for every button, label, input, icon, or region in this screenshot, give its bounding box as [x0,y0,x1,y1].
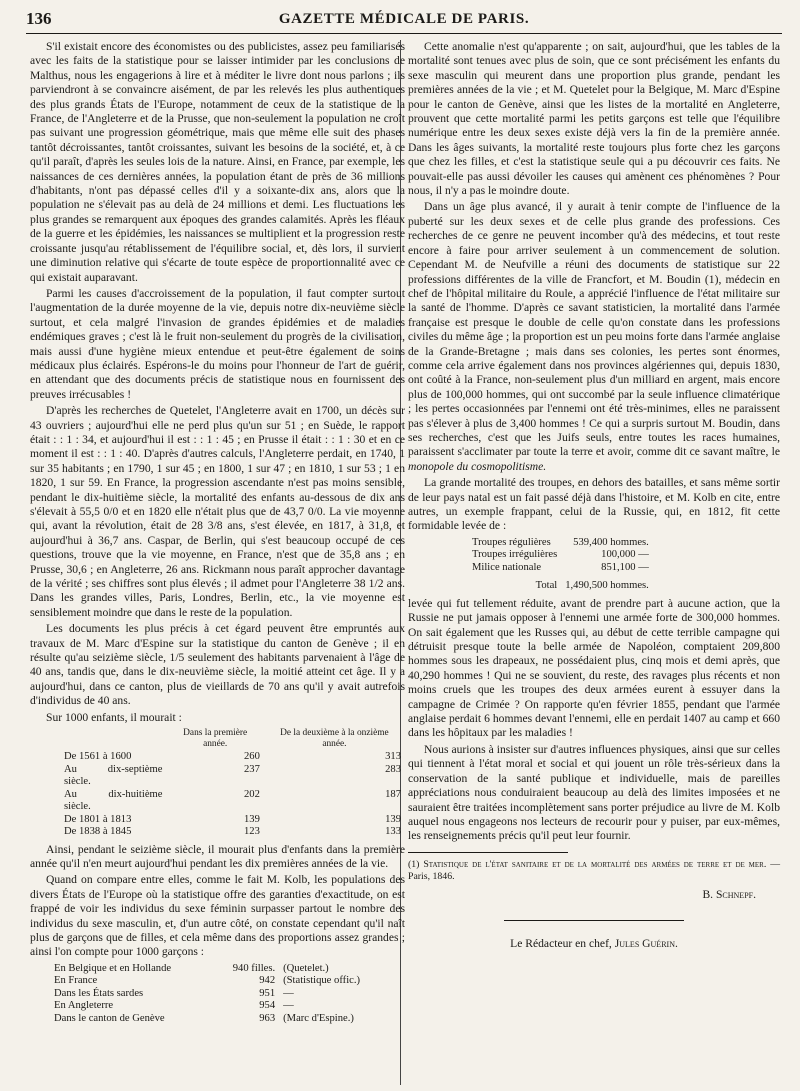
mortality-first-year: 139 [243,813,260,825]
editor-label: Le Rédacteur en chef, [510,937,612,951]
paragraph-professions-text: Dans un âge plus avancé, il y aurait à tenir compte de l'influence de la puberté sur les deux sexes et de celle plus grande des professions. Ces recherches de ce genre ne peuvent incomber qu'à des médecins, et tout reste encore à faire pour arriver seulement à un commencement de solution. Cependant M. de Neufville a réuni des documents de statistique sur 22 professions différentes de la ville de Francfort, et M. Boudin (1), médecin en chef de l'hôpital militaire du Roule, a apprécié l'influence de l'état militaire sur la santé de l'homme. D'après ce savant statisticien, la mortalité dans l'armée française est presque le double de celle qu'on constate dans les professions civiles du même âge ; la proportion est un peu moins forte dans l'armée anglaise de la Grande-Bretagne ; mais dans ses colonies, les pertes sont énormes, comme cela arrive également dans nos provinces algériennes qui, depuis 1830, ont coûté à la France, non-seulement plus d'un milliard en argent, mais encore plus de 100,000 hommes, qui ont succombé par la seule influence climatérique ; les pertes occasionnées par l'ennemi ont été très-minimes, elles ne paraissent pas s'élever à plus de 3,400 hommes ! Ce qui a surpris surtout M. Boudin, dans ses recherches, c'est que les Juifs seuls, entre toutes les races humaines, paraissent s'acclimater par toute la terre et avoir, comme dit ce savant maître, le [408,200,780,459]
footnote [408,859,780,884]
troop-type: Troupes régulières [472,536,551,548]
table-row [468,537,653,550]
troop-count: 100,000 — [601,549,649,561]
paragraph-per-1000-children: Sur 1000 enfants, il mourait : [46,710,182,724]
table-row [60,789,405,814]
total-row [468,574,653,593]
girls-count: 963 [259,1012,276,1024]
mortality-first-year: 260 [243,751,260,763]
paragraph-conclusion: Nous aurions à insister sur d'autres influences physiques, ainsi que sur celles qui tiennent à l'état moral et social et qui jouent un rôle très-sérieux dans la conservation de la santé publique et individuelle, mais de pareilles appréciations nous conduiraient beaucoup au delà des limites imposées et ne sauraient être traitées incomplètement sans porter préjudice au livre de M. Kolb auquel nous engageons nos lecteurs de recourir pour y puiser, par eux-mêmes, les renseignements précis qu'il peut leur fournir. [408,742,780,843]
girls-per-1000-boys-table [50,963,390,1026]
table-row [60,751,405,764]
mortality-later-years: 133 [385,826,401,838]
paragraph-quetelet: D'après les recherches de Quetelet, l'Angleterre avait en 1700, un décès sur 43 ouvriers ; aujourd'hui elle ne perd plus qu'un sur 51 ; en Suède, le rapport était : : 1 : 34, et aujourd'hui il est : : 1 : 45 ; en Prusse il était : : 1 : 30 et en ce moment il est : : 1 : 40. D'après d'autres calculs, l'Angleterre perdait, en 1740, 1 sur 35 habitants ; en 1790, 1 sur 45 ; en 1800, 1 sur 47 ; en 1810, 1 sur 53 ; 1 en 1820, 1 sur 59. En France, la progression ascendante n'est pas moins sensible, pendant le dix-huitième siècle, la mortalité des enfants au-dessous de dix ans s'élevait à 55,5 0/0 et en 1820 elle n'était plus que de 43,7 0/0. La vie moyenne qui, avant la révolution, était de 28 3/8 ans, s'est élevée, en 1817, à 31,8, et aujourd'hui à 36,7 ans. Caspar, de Berlin, qui s'est beaucoup occupé de ces questions, trouve que la vie moyenne, en France, n'est que de 35,8 ans ; en Prusse, 30,6 ; en Angleterre, 26 ans. Rickmann nous paraît approcher davantage de la vérité ; ses chiffres sont plus élevés ; il admet pour l'Angleterre 38 1/2 ans. Dans les grandes villes, Paris, Londres, Berlin, etc., la vie moyenne est sensiblement moindre que dans le reste de la population. [30,404,405,619]
table-row [50,975,390,988]
source: — [283,1000,294,1012]
table-row [60,764,405,789]
paragraph-anomaly: Cette anomalie n'est qu'apparente ; on sait, aujourd'hui, que les tables de la mortalité sont tenues avec plus de soin, que ce sont précisément les enfants du sexe masculin qui meurent dans une proportion plus grande, pendant les premières années de la vie ; et M. Quetelet pour la Belgique, M. Marc d'Espine pour le canton de Genève, ainsi que les listes de la mortalité en Angleterre, prouvent que cette mortalité parmi les petits garçons est telle que l'équilibre numérique entre les deux sexes existe déjà vers la fin de la première année. Dans les âges suivants, la mortalité reste toujours plus forte chez les garçons que chez les filles, et c'est la statistique seule qui a pu découvrir ces faits. Ne pouvait-elle pas aussi dévoiler les causes qui amènent ces phénomènes ? Pour nous, il n'y a pas le moindre doute. [408,40,780,198]
table-row [468,549,653,562]
paragraph-life-duration: Parmi les causes d'accroissement de la population, il faut compter surtout l'augmentation de la durée moyenne de la vie, depuis notre dix-neuvième siècle surtout, et cela malgré l'invasion de grandes épidémies et de maladies endémiques graves ; c'est là le fruit non-seulement du progrès de la civilisation, mais aussi d'une hygiène mieux entendue et peut-être également de soins médicaux plus éclairés. Espérons-le du moins pour l'honneur de l'art de guérir, en attendant que des documents précis de statistique nous en fournissent des preuves irrécusables ! [30,286,405,401]
mortality-header-period [60,728,166,751]
right-column [408,40,780,954]
mortality-header-second-eleventh: De la deuxième à la onzième année. [280,728,389,749]
total-label: Total [535,580,558,592]
country: Dans le canton de Genève [54,1012,165,1024]
cosmopolitism-italic: monopole du cosmopolitisme. [408,459,547,473]
paragraph-russia: levée qui fut tellement réduite, avant de prendre part à aucune action, que la Russie ne put jamais opposer à l'ennemi une armée forte de 300,000 hommes. On sait également que les Russes qui, au début de cette terrible campagne qui détruisit presque toute la belle armée de Napoléon, comptaient 209,800 hommes sous les drapeaux, ne possédaient plus, cinq mois et demi après, que 40,290 hommes ! Qui ne se souvient, du reste, des ravages plus récents et non moins cruels que les troupes des deux armées eurent à essuyer dans la campagne de Crimée ? On rapporte qu'en février 1855, pendant que l'armée anglaise perdait 6 hommes devant l'ennemi, elle en perdait 1407 au camp et 660 dans les hôpitaux par les maladies ! [408,596,780,740]
mortality-later-years: 283 [385,763,401,775]
girls-count: 942 [259,975,276,987]
mortality-first-year: 123 [243,826,260,838]
country: En Belgique et en Hollande [54,962,172,974]
source: (Quetelet.) [283,962,329,974]
mortality-table-wrap [30,728,405,839]
paragraph-professions [408,200,780,474]
mortality-period: De 1838 à 1845 [64,826,132,838]
footnote-title: Statistique de l'état sanitaire et de la mortalité des armées de terre et de mer. [423,858,767,870]
editor-rule [504,920,684,921]
footnote-rule [408,852,568,853]
footnote-mark: (1) [408,858,420,870]
troop-type: Troupes irrégulières [472,549,558,561]
country: En Angleterre [54,1000,114,1012]
country: En France [54,975,98,987]
editor-line [408,937,780,951]
table-row [50,1013,390,1026]
paragraph-geneva: Les documents les plus précis à cet égard peuvent être empruntés aux travaux de M. Marc d'Espine sur la statistique du canton de Genève ; il en résulte qu'au seizième siècle, 1/5 seulement des habitants parvenaient à l'âge de 40 ans, tandis que, dans le dix-neuvième siècle, la moitié atteint cet âge. Il y a aujourd'hui, dans ce canton, plus de vieillards de 70 ans qu'il y avait autrefois d'individus de 40 ans. [30,622,405,708]
paragraph-sex-ratio: Quand on compare entre elles, comme le fait M. Kolb, les populations des divers États de l'Europe où la statistique offre des garanties d'exactitude, on est frappé de voir les individus du sexe féminin surpasser partout le nombre des individus du sexe masculin, et, d'un autre côté, on constate cependant qu'il naît plus de garçons que de filles, et cela même dans des proportions assez grandes ; ainsi l'on compte pour 1000 garçons : [30,873,405,959]
table-row [50,988,390,1001]
troop-count: 539,400 hommes. [573,536,649,548]
table-row [60,826,405,839]
author-signature [408,888,780,902]
girls-count: 940 filles. [232,962,276,974]
source: (Marc d'Espine.) [283,1012,354,1024]
girls-count: 951 [259,987,276,999]
paragraph-sixteenth-century: Ainsi, pendant le seizième siècle, il mourait plus d'enfants dans la première année qu'il n'en meurt aujourd'hui pendant les dix premières années de la vie. [30,842,405,870]
running-title: GAZETTE MÉDICALE DE PARIS. [278,11,530,27]
mortality-later-years: 313 [385,751,401,763]
troop-type: Milice nationale [472,561,542,573]
mortality-table-header [60,728,405,751]
editor-name: Jules Guérin. [614,937,678,951]
page-number: 136 [26,9,52,28]
signature-text: B. Schnepf. [702,887,756,901]
army-table-wrap [408,537,780,593]
mortality-period: Au dix-septième siècle. [64,763,163,788]
paragraph-troops: La grande mortalité des troupes, en dehors des batailles, et sans même sortir de leur pays natal est un fait passé déjà dans l'histoire, et M. Kolb en cite, entre autres, un exemple frappant, celui de la Russie, qui, en 1812, fit cette formidable levée de : [408,476,780,533]
header-rule [26,33,782,34]
source: (Statistique offic.) [283,975,361,987]
paragraph-malthus: S'il existait encore des économistes ou des publicistes, assez peu familiarisés avec les faits de la statistique pour se laisser intimider par les conclusions de Malthus, nous les engagerions à lire et à méditer le livre dont nous parlons ; ils parviendront à se convaincre aisément, de par les relevés les plus authentiques des plus grands États de l'Europe, notamment de ceux de la statistique de la France, de l'Angleterre et de la Prusse, que non-seulement la population ne croît pas suivant une progression géométrique, mais que même elle suit des phases tantôt décroissantes, tantôt croissantes, suivant les besoins de la société, et, à ce qu'il paraît, d'après les seules lois de la nature. Ainsi, en France, par exemple, les naissances de ces dernières années, la population étant de près de 36 millions d'habitants, n'ont pas dépassé celles d'il y a soixante-dix ans, alors que la population ne s'élevait pas au delà de 24 millions et demi. Les fluctuations les plus grandes se remarquent aux époques des grandes calamités. Après les fléaux de la guerre et les épidémies, les naissances se multiplient et la progression reste croissante jusqu'au rétablissement de l'équilibre social, et, dès lors, il survient une diminution relative qui s'écarte de toute espèce de proportionnalité avec ce qui existait auparavant. [30,40,405,284]
table-row [468,562,653,575]
mortality-later-years: 187 [385,788,401,800]
table-row [50,963,390,976]
mortality-period: De 1801 à 1813 [64,813,132,825]
mortality-header-first-year: Dans la première année. [183,728,248,749]
left-column [30,40,405,1029]
troop-count: 851,100 — [601,561,649,573]
mortality-first-year: 202 [243,788,260,800]
mortality-period: Au dix-huitième siècle. [64,788,163,813]
total-value: 1,490,500 hommes. [565,580,649,592]
boys-table-wrap [30,963,405,1026]
russian-levy-table [468,537,653,593]
footnote-place: — Paris, 1846. [408,858,780,883]
page-header [26,9,782,31]
mortality-period: De 1561 à 1600 [64,751,132,763]
source: — [283,987,294,999]
mortality-table [60,728,405,839]
girls-count: 954 [259,1000,276,1012]
mortality-first-year: 237 [243,763,260,775]
mortality-later-years: 139 [385,813,401,825]
table-row [60,814,405,827]
country: Dans les États sardes [54,987,144,999]
table-row [50,1000,390,1013]
